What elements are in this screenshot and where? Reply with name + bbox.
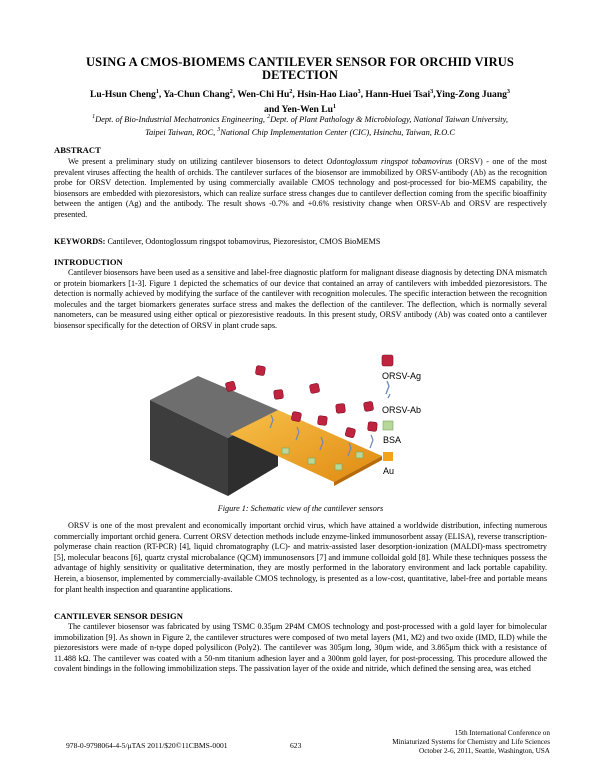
- antigen-molecule: [273, 389, 283, 399]
- abstract-text-part: We present a preliminary study on utilizing cantilever biosensors to detect: [68, 157, 327, 166]
- author-affil-mark: 1: [332, 104, 336, 111]
- author-affil-mark: 2: [229, 89, 233, 95]
- affil-mark: 3: [217, 126, 221, 133]
- antigen-molecule: [317, 415, 327, 425]
- affiliation-3: Taipei Taiwan, ROC,: [145, 127, 216, 137]
- antigen-molecule: [255, 365, 265, 375]
- affiliation-4: National Chip Implementation Center (CIC), Hsinchu, Taiwan, R.O.C: [220, 127, 455, 137]
- bsa-molecule: [308, 458, 315, 464]
- page-number: 623: [290, 741, 302, 750]
- abstract-text: [54, 157, 547, 221]
- antigen-molecule: [309, 383, 320, 394]
- antigen-molecule: [291, 411, 302, 422]
- antigen-molecule: [363, 401, 373, 411]
- design-paragraph: The cantilever biosensor was fabricated by using TSMC 0.35μm 2P4M CMOS technology and post-processed with a gold layer for bimolecular immobilization [9]. As shown in Figure 2, the cantilever structures were composed of two metal layers (M1, M2) and two oxide (IMD, ILD) while the piezoresistors were made of n-type doped polysilicon (Poly2). The cantilever was 305μm long, 30μm wide, and 3.865μm thick with a resistance of 11.488 kΩ. The cantilever was coated with a 50-nm titanium adhesion layer and a 300nm gold layer, for post-processing. This procedure allowed the covalent bindings in the following immobilization steps. The passivation layer of the oxide and nitride, which defined the sensing area, was etched: [54, 622, 547, 674]
- author-affil-mark: 3: [357, 89, 361, 95]
- title-line-2: DETECTION: [262, 68, 338, 82]
- legend-label-au: Au: [383, 466, 395, 476]
- author-affil-mark: 3: [430, 89, 434, 95]
- abstract-heading: ABSTRACT: [54, 145, 101, 155]
- authors-and: and: [264, 104, 280, 116]
- author-affil-mark: 3: [506, 89, 510, 95]
- bsa-molecule: [282, 448, 289, 454]
- legend-label-ab: ORSV-Ab: [382, 405, 422, 415]
- author-affil-mark: 2: [289, 89, 293, 95]
- bsa-molecule: [356, 452, 363, 458]
- antigen-molecule: [225, 381, 236, 392]
- author-list: Lu-Hsun Cheng$^1$, Ya-Chun Chang$^2$, Wen-Chi Hu$^2$, Hsin-Hao Liao$^3$, Hann-Huei Tsai$^3$,Ying-Zong Juang$^3$ and Yen-Wen Lu$^1$: [90, 89, 510, 116]
- abstract-text-part: (ORSV) - one of the most prevalent viruses affecting the health of orchids. The cantilever surfaces of the biosensor are immobilized by ORSV-antibody (Ab) as the recognition probe for ORSV detection. Implemented by using commercially available CMOS technology and post-processed for bio-MEMS capability, the biosensors are embedded with piezoresistors, which can realize surface stress changes due to cantilever deflection coming from the specific bioaffinity between the antigen (Ag) and the antibody. The result shows -0.7% and +0.6% resistivity change when ORSV-Ab and ORSV are respectively presented.: [54, 157, 547, 219]
- author: Hsin-Hao Liao: [297, 89, 358, 101]
- paper-title: [40, 56, 560, 82]
- figure-1-caption: Figure 1: Schematic view of the cantilever sensors: [217, 504, 384, 513]
- keywords: [54, 237, 380, 246]
- footer-conference: [380, 729, 550, 756]
- affiliations: [40, 112, 560, 138]
- introduction-heading: INTRODUCTION: [54, 257, 123, 267]
- author: Lu-Hsun Cheng: [90, 89, 156, 101]
- keywords-label: KEYWORDS:: [54, 237, 106, 246]
- author-affil-mark: 1: [155, 89, 159, 95]
- conference-line: Miniaturized Systems for Chemistry and Life Sciences: [392, 738, 550, 746]
- legend-label-ag: ORSV-Ag: [382, 371, 422, 381]
- author: Yen-Wen Lu: [281, 104, 333, 116]
- legend-antigen-icon: [382, 355, 393, 366]
- figure-1-schematic: [150, 348, 570, 498]
- antibody: [370, 435, 373, 448]
- introduction-paragraph-2: ORSV is one of the most prevalent and economically important orchid virus, which have attained a worldwide distribution, infecting numerous commercially important orchid genera. Current ORSV detection methods include enzyme-linked immunosorbent assay (ELISA), reverse transcription-polymerase chain reaction (RT-PCR) [4], liquid chromatography (LC)- and matrix-assisted laser desorption-ionization (MALDI)-mass spectrometry [5], molecular beacons [6], quartz crystal microbalance (QCM) immunosensors [7] and immune colloidal gold [8]. While these techniques possess the advantage of highly sensitivity or qualitative determination, they are mostly performed in the laboratory environment and lack portable capability. Herein, a biosensor, implemented by commercially-available CMOS technology, is presented as a low-cost, quantitative, label-free and portable means for plant health inspection and quarantine applications.: [54, 521, 547, 594]
- design-heading: CANTILEVER SENSOR DESIGN: [54, 611, 183, 621]
- antigen-molecule: [367, 422, 377, 432]
- author: Hann-Huei Tsai: [365, 89, 431, 101]
- legend-label-bsa: BSA: [383, 435, 402, 445]
- conference-line: October 2-6, 2011, Seattle, Washington, USA: [419, 747, 550, 755]
- conference-line: 15th International Conference on: [454, 729, 550, 737]
- affil-mark: 1: [92, 114, 96, 120]
- author: Wen-Chi Hu: [237, 89, 290, 101]
- legend-gold-icon: [383, 452, 393, 461]
- author: Ya-Chun Chang: [163, 89, 230, 101]
- footer-isbn: 978-0-9798064-4-5/μTAS 2011/$20©11CBMS-0001: [66, 741, 228, 750]
- figure-legend: [382, 355, 421, 476]
- keywords-text: Cantilever, Odontoglossum ringspot tobamovirus, Piezoresistor, CMOS BioMEMS: [107, 237, 381, 246]
- legend-bsa-icon: [383, 421, 393, 430]
- antigen-molecule: [336, 403, 346, 413]
- legend-antibody-icon: [386, 381, 390, 398]
- introduction-paragraph-1: Cantilever biosensors have been used as a sensitive and label-free diagnostic platform for malignant disease diagnosis by detecting DNA mismatch or protein biomarkers [1-3]. Figure 1 depicted the schematics of our device that contained an array of cantilevers with imbedded piezoresistors. The detection is normally achieved by modifying the surface of the cantilever with recognition molecules. The specific interaction between the recognition molecules and the target biomarkers generates surface stress and makes the deflection of the cantilever. The deflection, which is normally several nanometers, can be measured using either optical or piezoresistive readouts. In this present study, ORSV antibody (Ab) was coated onto a cantilever biosensor specifically for the detection of ORSV in plant crude saps.: [54, 268, 547, 330]
- author: Ying-Zong Juang: [435, 89, 507, 101]
- affiliation-1: Dept. of Bio-Industrial Mechatronics Engineering,: [95, 114, 266, 124]
- affil-mark: 2: [267, 114, 271, 120]
- bsa-molecule: [335, 464, 342, 470]
- antigen-molecule: [345, 427, 356, 438]
- title-line-1: USING A CMOS-BIOMEMS CANTILEVER SENSOR FOR ORCHID VIRUS: [86, 55, 514, 69]
- abstract-virus-name: Odontoglossum ringspot tobamovirus: [326, 157, 453, 166]
- affiliation-2: Dept. of Plant Pathology & Microbiology, National Taiwan University,: [270, 114, 508, 124]
